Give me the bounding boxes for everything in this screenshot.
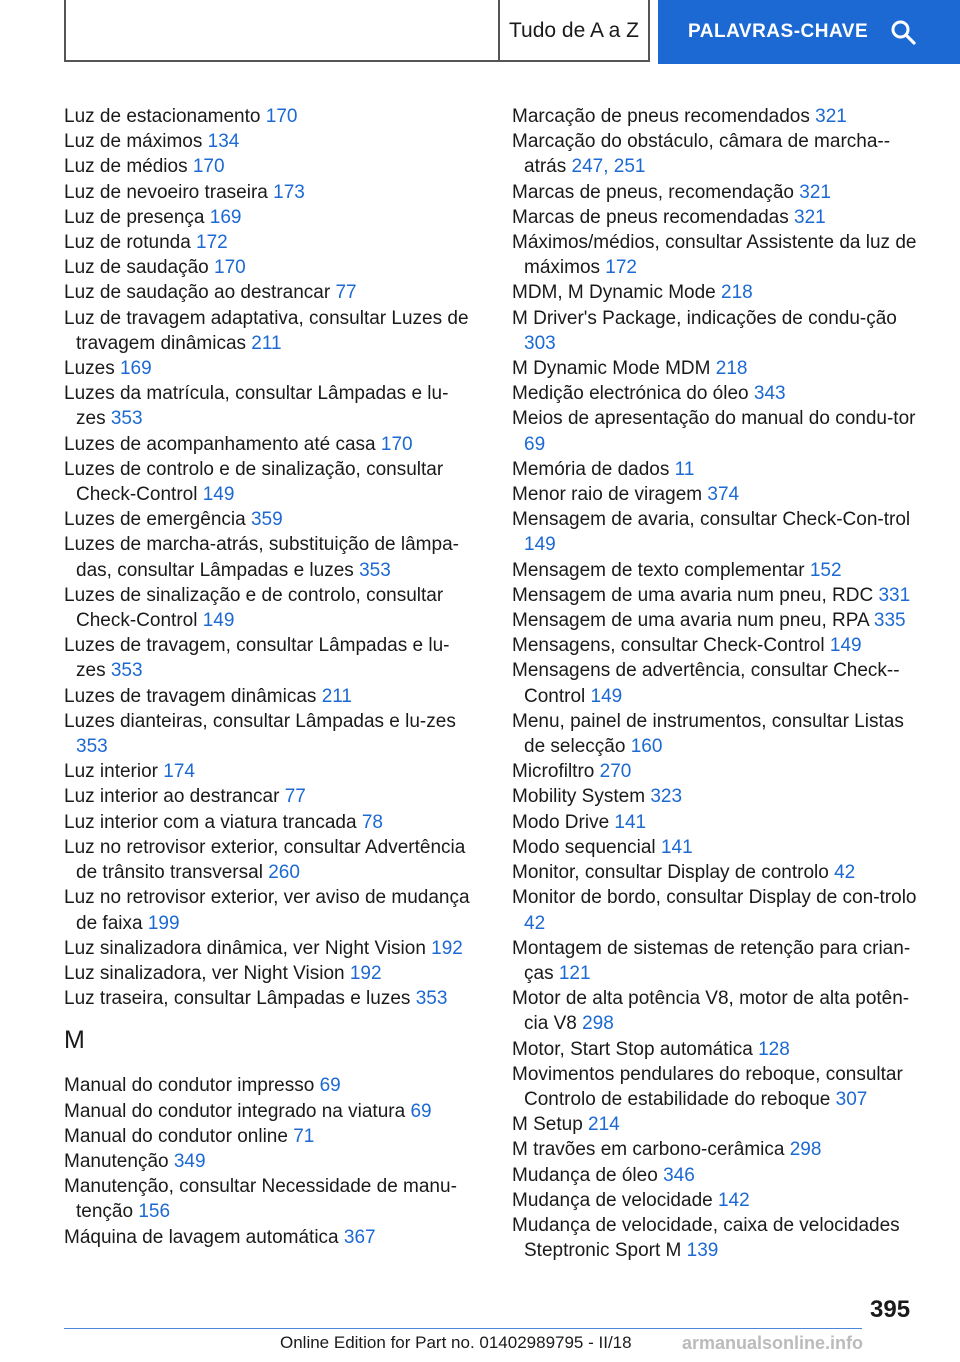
page-link[interactable]: 169 — [119, 358, 152, 380]
index-entry-text: Marcas de pneus, recomendação — [512, 181, 800, 203]
index-entry-text: Mensagem de texto complementar — [512, 559, 810, 581]
index-entry — [64, 104, 474, 129]
page-link[interactable]: 218 — [715, 358, 748, 380]
index-entry-text: Luzes de sinalização e de controlo, consultar Check-Control — [64, 584, 444, 632]
page-link[interactable]: 170 — [192, 156, 225, 178]
index-entry — [512, 759, 924, 784]
index-entry — [64, 432, 474, 457]
index-entry-text: Luzes da matrícula, consultar Lâmpadas e lu‐zes — [64, 383, 449, 430]
index-entry-text: Máquina de lavagem automática — [64, 1226, 344, 1248]
index-entry-text: Máximos/médios, consultar Assistente da luz de máximos — [512, 232, 917, 279]
search-icon — [890, 19, 916, 45]
index-entry-text: Luz interior — [64, 761, 164, 783]
page-link[interactable]: 149 — [202, 484, 235, 506]
index-entry — [64, 936, 474, 961]
index-entry — [512, 558, 924, 583]
index-entry-text: Marcação de pneus recomendados — [512, 106, 816, 127]
index-entry-text: Manual do condutor online — [64, 1125, 294, 1147]
page-link[interactable]: 218 — [721, 282, 753, 304]
tab-blank — [64, 0, 500, 62]
top-navigation — [0, 0, 960, 66]
watermark: armanualsonline.info — [682, 1333, 864, 1353]
page-link[interactable]: 353 — [359, 559, 391, 581]
index-entry — [512, 356, 924, 381]
index-entry — [64, 835, 474, 885]
index-entry-text: Modo Drive — [512, 811, 615, 833]
index-entry — [512, 381, 924, 406]
page-link[interactable]: 192 — [349, 962, 382, 984]
index-list-m-continued — [512, 104, 924, 1263]
index-entry-text: Luz de médios — [64, 156, 193, 178]
index-entry — [512, 608, 924, 633]
index-entry-text: Luzes de marcha-atrás, substituição de lâmpa‐das, consultar Lâmpadas e luzes — [64, 534, 459, 581]
page-link[interactable]: 199 — [147, 912, 180, 934]
index-list-l — [64, 104, 474, 1011]
index-entry — [512, 709, 924, 759]
index-entry — [512, 482, 924, 507]
index-entry-text: Luzes — [64, 358, 120, 380]
index-entry — [512, 406, 924, 456]
page-link[interactable]: 77 — [335, 282, 357, 304]
index-entry — [64, 986, 474, 1011]
index-entry — [512, 810, 924, 835]
page-link[interactable]: 149 — [590, 685, 623, 707]
page-link[interactable]: 128 — [758, 1038, 790, 1060]
index-entry — [512, 1037, 924, 1062]
index-entry-text: Mudança de velocidade — [512, 1189, 718, 1211]
index-entry-text: Monitor de bordo, consultar Display de con‐trolo — [512, 887, 917, 909]
page-link[interactable]: 69 — [319, 1075, 341, 1097]
page-link[interactable]: 121 — [558, 962, 591, 984]
index-entry-text: M travões em carbono-cerâmica — [512, 1139, 790, 1161]
index-entry-text: Modo sequencial — [512, 836, 661, 858]
index-entry — [512, 457, 924, 482]
page-link[interactable]: 170 — [265, 106, 298, 127]
index-entry-text: M Driver's Package, indicações de condu‐ção — [512, 307, 897, 329]
index-entry — [64, 759, 474, 784]
page-link[interactable]: 170 — [214, 257, 246, 279]
page-link[interactable]: 343 — [753, 383, 786, 405]
index-entry-text: Luz de rotunda — [64, 232, 197, 254]
index-entry — [512, 1062, 924, 1112]
index-entry-text: Movimentos pendulares do reboque, consultar Controlo de estabilidade do reboque — [512, 1063, 903, 1110]
index-entry — [64, 280, 474, 305]
index-entry-text: Montagem de sistemas de retenção para crian‐ças — [512, 937, 911, 984]
page-link[interactable]: 353 — [110, 408, 143, 430]
page-link[interactable]: 71 — [293, 1125, 315, 1147]
page-link[interactable]: 349 — [173, 1150, 206, 1172]
page-link[interactable]: 353 — [415, 988, 448, 1010]
index-entry — [512, 885, 924, 935]
index-entry-text: Luzes dianteiras, consultar Lâmpadas e lu‐zes — [64, 710, 456, 732]
index-entry — [512, 835, 924, 860]
index-entry-text: Luz de máximos — [64, 131, 208, 153]
page-link[interactable]: 141 — [660, 836, 693, 858]
index-entry — [512, 1112, 924, 1137]
index-entry — [512, 633, 924, 658]
index-entry — [64, 633, 474, 683]
index-entry — [64, 1174, 474, 1224]
page-link[interactable]: 69 — [410, 1100, 432, 1122]
page-link[interactable]: 335 — [873, 610, 906, 632]
index-entry — [64, 1073, 474, 1098]
index-entry — [64, 306, 474, 356]
page-link[interactable]: 303 — [524, 332, 556, 354]
page-link[interactable]: 169 — [209, 206, 242, 228]
index-entry-text: Luz de travagem adaptativa, consultar Luzes de travagem dinâmicas — [64, 307, 469, 354]
index-entry — [64, 205, 474, 230]
index-entry-text: Luz de saudação — [64, 257, 215, 279]
index-entry — [512, 507, 924, 557]
index-entry-text: Luzes de emergência — [64, 509, 251, 531]
page-link[interactable]: 149 — [202, 610, 235, 632]
index-entry — [64, 255, 474, 280]
page-link[interactable]: 247, 251 — [571, 156, 646, 178]
page-link[interactable]: 142 — [717, 1189, 750, 1211]
index-entry-text: Luz no retrovisor exterior, ver aviso de mudança de faixa — [64, 887, 470, 934]
index-entry-text: MDM, M Dynamic Mode — [512, 282, 722, 304]
index-entry-text: Luzes de travagem dinâmicas — [64, 685, 322, 707]
index-entry-text: Luz interior ao destrancar — [64, 786, 285, 808]
page-link[interactable]: 260 — [268, 862, 300, 884]
index-entry — [64, 1099, 474, 1124]
index-entry — [512, 306, 924, 356]
page-link[interactable]: 346 — [663, 1164, 695, 1186]
page-link[interactable]: 270 — [599, 761, 632, 783]
page-link[interactable]: 69 — [524, 433, 546, 455]
index-entry — [64, 961, 474, 986]
index-entry — [64, 180, 474, 205]
page-link[interactable]: 353 — [110, 660, 143, 682]
index-entry — [64, 507, 474, 532]
index-entry — [64, 129, 474, 154]
index-entry-text: Marcas de pneus recomendadas — [512, 206, 794, 228]
index-entry — [512, 784, 924, 809]
index-entry — [512, 936, 924, 986]
page-link[interactable]: 156 — [138, 1201, 171, 1223]
page-link[interactable]: 307 — [835, 1088, 868, 1110]
index-entry-text: Luz de presença — [64, 206, 210, 228]
index-entry — [64, 784, 474, 809]
index-entry — [512, 205, 924, 230]
page-link[interactable]: 141 — [614, 811, 647, 833]
index-entry — [512, 230, 924, 280]
index-entry — [512, 583, 924, 608]
index-entry-text: Mensagem de uma avaria num pneu, RDC — [512, 584, 879, 606]
index-entry — [64, 1124, 474, 1149]
index-column-left — [64, 104, 474, 1250]
index-entry — [64, 583, 474, 633]
index-entry — [64, 709, 474, 759]
index-entry-text: Manual do condutor integrado na viatura — [64, 1100, 411, 1122]
index-entry — [512, 1163, 924, 1188]
page-link[interactable]: 321 — [815, 106, 847, 127]
index-entry-text: Mensagens de advertência, consultar Check-‐Control — [512, 660, 900, 707]
page-link[interactable]: 174 — [163, 761, 195, 783]
page-link[interactable]: 211 — [321, 685, 352, 707]
page-link[interactable]: 214 — [588, 1114, 620, 1136]
index-entry-text: Memória de dados — [512, 458, 675, 480]
index-entry-text: Luz no retrovisor exterior, consultar Advertência de trânsito transversal — [64, 836, 466, 884]
section-heading-m: M — [64, 1026, 85, 1055]
page-link[interactable]: 160 — [630, 736, 663, 758]
index-entry-text: Luz de estacionamento — [64, 106, 266, 127]
index-entry-text: Luzes de travagem, consultar Lâmpadas e lu‐zes — [64, 635, 450, 682]
index-entry-text: Manutenção, consultar Necessidade de manu‐tenção — [64, 1176, 457, 1223]
index-entry — [512, 129, 924, 179]
index-entry — [64, 885, 474, 935]
page-link[interactable]: 42 — [524, 912, 546, 934]
index-entry — [512, 180, 924, 205]
index-entry-text: Manual do condutor impresso — [64, 1075, 320, 1097]
index-entry — [64, 1149, 474, 1174]
index-list-m — [64, 1073, 474, 1249]
index-entry — [512, 658, 924, 708]
index-entry-text: Luzes de controlo e de sinalização, consultar Check-Control — [64, 458, 444, 506]
page-link[interactable]: 321 — [794, 206, 826, 228]
index-entry — [64, 684, 474, 709]
page-link[interactable]: 11 — [674, 458, 695, 480]
page-link[interactable]: 152 — [809, 559, 842, 581]
index-entry-text: Luz sinalizadora dinâmica, ver Night Vision — [64, 937, 432, 959]
index-entry-text: Luz de saudação ao destrancar — [64, 282, 336, 304]
index-entry-text: Mensagem de uma avaria num pneu, RPA — [512, 610, 874, 632]
index-entry-text: Motor, Start Stop automática — [512, 1038, 759, 1060]
page-number: 395 — [870, 1296, 911, 1323]
index-entry-text: Menu, painel de instrumentos, consultar Listas de selecção — [512, 710, 904, 758]
page-link[interactable]: 172 — [196, 232, 228, 254]
page-link[interactable]: 78 — [361, 811, 383, 833]
index-entry-text: Microfiltro — [512, 761, 600, 783]
page-link[interactable]: 149 — [524, 534, 556, 556]
footer-divider — [64, 1328, 862, 1329]
page-link[interactable]: 367 — [343, 1226, 376, 1248]
index-entry-text: Mobility System — [512, 786, 651, 808]
index-entry-text: Mensagens, consultar Check-Control — [512, 635, 830, 657]
page-link[interactable]: 192 — [431, 937, 463, 959]
page-link[interactable]: 323 — [650, 786, 683, 808]
page-link[interactable]: 42 — [834, 862, 856, 884]
index-entry — [512, 1188, 924, 1213]
index-entry-text: Manutenção — [64, 1150, 174, 1172]
index-entry — [64, 154, 474, 179]
index-entry — [512, 860, 924, 885]
index-entry-text: Mensagem de avaria, consultar Check-Con‐trol — [512, 509, 911, 531]
page-link[interactable]: 298 — [582, 1013, 614, 1035]
page-link[interactable]: 353 — [76, 736, 108, 758]
page-link[interactable]: 170 — [380, 433, 413, 455]
page-link[interactable]: 172 — [605, 257, 637, 279]
index-entry-text: Luz traseira, consultar Lâmpadas e luzes — [64, 988, 416, 1010]
footer-edition-text: Online Edition for Part no. 01402989795 - II/18 — [280, 1333, 632, 1352]
index-entry — [64, 457, 474, 507]
page-link[interactable]: 359 — [250, 509, 283, 531]
index-entry-text: Marcação do obstáculo, câmara de marcha-‐atrás — [512, 131, 891, 178]
page-link[interactable]: 134 — [207, 131, 240, 153]
page-link[interactable]: 139 — [686, 1240, 719, 1262]
index-entry-text: Mudança de velocidade, caixa de velocidades Steptronic Sport M — [512, 1214, 900, 1262]
index-entry-text: M Dynamic Mode MDM — [512, 358, 716, 380]
page-link[interactable]: 173 — [273, 181, 305, 203]
index-entry — [64, 381, 474, 431]
index-entry-text: Monitor, consultar Display de controlo — [512, 862, 835, 884]
page-link[interactable]: 331 — [878, 584, 911, 606]
index-entry — [512, 280, 924, 305]
index-entry — [512, 1213, 924, 1263]
index-entry-text: Luz interior com a viatura trancada — [64, 811, 362, 833]
page-link[interactable]: 77 — [284, 786, 306, 808]
index-entry — [512, 104, 924, 129]
index-entry-text: Luz de nevoeiro traseira — [64, 181, 274, 203]
index-entry — [512, 986, 924, 1036]
index-entry — [64, 532, 474, 582]
tab-keywords-label: PALAVRAS-CHAVE — [688, 21, 869, 42]
index-entry — [512, 1137, 924, 1162]
index-entry-text: Luz sinalizadora, ver Night Vision — [64, 962, 350, 984]
tab-a-to-z[interactable]: Tudo de A a Z — [500, 0, 650, 62]
index-entry — [64, 356, 474, 381]
index-entry-text: Motor de alta potência V8, motor de alta potên‐cia V8 — [512, 988, 910, 1035]
index-entry-text: M Setup — [512, 1114, 589, 1136]
index-entry — [64, 810, 474, 835]
index-entry — [64, 230, 474, 255]
tab-keywords[interactable] — [658, 0, 960, 64]
index-entry-text: Medição electrónica do óleo — [512, 383, 754, 405]
page-link[interactable]: 149 — [829, 635, 862, 657]
index-entry-text: Menor raio de viragem — [512, 484, 708, 506]
page-link[interactable]: 298 — [789, 1139, 822, 1161]
index-entry — [64, 1225, 474, 1250]
index-entry-text: Meios de apresentação do manual do condu‐tor — [512, 408, 916, 430]
page-link[interactable]: 321 — [799, 181, 831, 203]
page-link[interactable]: 211 — [251, 332, 282, 354]
index-entry-text: Mudança de óleo — [512, 1164, 664, 1186]
index-entry-text: Luzes de acompanhamento até casa — [64, 433, 381, 455]
page-link[interactable]: 374 — [707, 484, 740, 506]
index-column-right — [512, 104, 924, 1263]
